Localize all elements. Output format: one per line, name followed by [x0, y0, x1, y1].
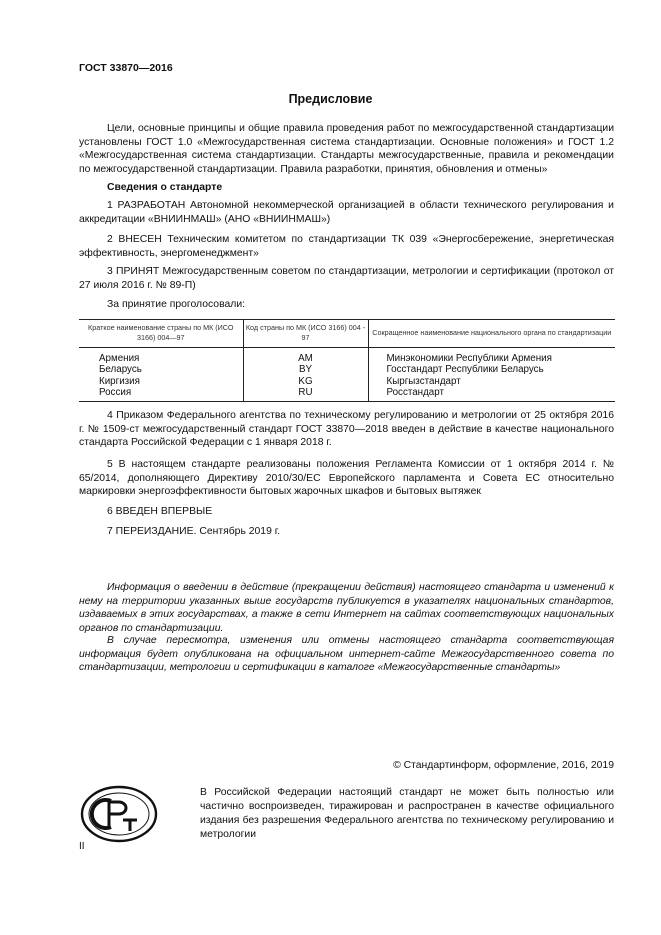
table-row	[79, 364, 615, 375]
rst-logo-icon	[79, 783, 159, 845]
item-3: 3 ПРИНЯТ Межгосударственным советом по стандартизации, метрологии и сертификации (протокол от 27 июля 2016 г. № 89-П)	[79, 266, 614, 291]
table-row	[79, 348, 615, 365]
country-cell: Россия	[79, 387, 243, 402]
table-header-country: Краткое наименование страны по МК (ИСО 3166) 004—97	[79, 320, 243, 348]
table-row	[79, 376, 615, 387]
doc-code: ГОСТ 33870—2016	[79, 62, 173, 74]
code-cell: AM	[243, 348, 368, 365]
table-row	[79, 387, 615, 402]
countries-table	[79, 319, 615, 402]
info-paragraph-1: Информация о введении в действие (прекращении действия) настоящего стандарта и изменений к нему на территории указанных выше государств публикуется в указателях национальных стандартов, издаваемых в этих государствах, а также в сети Интернет на сайтах соответствующих национальных органов по стандартизации.	[79, 582, 614, 634]
item-1: 1 РАЗРАБОТАН Автономной некоммерческой организацией в области технического регулирования и аккредитации «ВНИИНМАШ» (АНО «ВНИИНМАШ»)	[79, 200, 614, 225]
country-cell: Беларусь	[99, 364, 142, 376]
page-title: Предисловие	[288, 92, 373, 106]
item-2: 2 ВНЕСЕН Техническим комитетом по стандартизации ТК 039 «Энергосбережение, энергетическая эффективность, энергоменеджмент»	[79, 234, 614, 259]
copyright-notice: В Российской Федерации настоящий стандарт не может быть полностью или частично воспроизведен, тиражирован и распространен в качестве официального издания без разрешения Федерального агентства по техническому регулированию и метрологии	[200, 787, 614, 840]
code-cell: RU	[243, 387, 368, 402]
section-heading: Сведения о стандарте	[107, 182, 223, 193]
country-cell: Киргизия	[99, 375, 140, 387]
table-header-org: Сокращенное наименование национального органа по стандартизации	[368, 320, 615, 348]
item-7: 7 ПЕРЕИЗДАНИЕ. Сентябрь 2019 г.	[107, 526, 281, 537]
org-cell: Минэкономики Республики Армения	[368, 348, 615, 365]
table-header-row	[79, 320, 615, 348]
code-cell: KG	[243, 376, 368, 387]
org-cell: Кыргызстандарт	[368, 376, 615, 387]
table-header-code: Код страны по МК (ИСО 3166) 004 - 97	[243, 320, 368, 348]
item-4: 4 Приказом Федерального агентства по техническому регулированию и метрологии от 25 октября 2016 г. № 1509-ст межгосударственный стандарт ГОСТ 33870—2018 введен в действие в качестве национального стандарта Российской Федерации с 1 января 2018 г.	[79, 410, 614, 448]
intro-paragraph: Цели, основные принципы и общие правила проведения работ по межгосударственной стандартизации установлены ГОСТ 1.0 «Межгосударственная система стандартизации. Основные положения» и ГОСТ 1.2 «Межгосударственная система стандартизации. Стандарты межгосударственные, правила и рекомендации по межгосударственной стандартизации. Правила разработки, принятия, обновления и отмены»	[79, 123, 614, 175]
item-5: 5 В настоящем стандарте реализованы положения Регламента Комиссии от 1 октября 2014 г. № 65/2014, дополняющего Директиву 2010/30/ЕС Европейского парламента и Совета ЕС относительно маркировки энергоэффективности бытовых жарочных шкафов и бытовых вытяжек	[79, 459, 614, 497]
org-cell: Госстандарт Республики Беларусь	[368, 364, 615, 375]
item-6: 6 ВВЕДЕН ВПЕРВЫЕ	[107, 506, 213, 517]
info-paragraph-2: В случае пересмотра, изменения или отмены настоящего стандарта соответствующая информация будет опубликована на официальном интернет-сайте Межгосударственного совета по стандартизации, метрологии и сертификации в каталоге «Межгосударственные стандарты»	[79, 635, 614, 673]
copyright: © Стандартинформ, оформление, 2016, 2019	[393, 760, 614, 771]
page-number: II	[79, 841, 85, 852]
org-cell: Росстандарт	[368, 387, 615, 402]
country-cell: Армения	[99, 353, 140, 364]
vote-label: За принятие проголосовали:	[107, 299, 246, 310]
code-cell: BY	[243, 364, 368, 375]
